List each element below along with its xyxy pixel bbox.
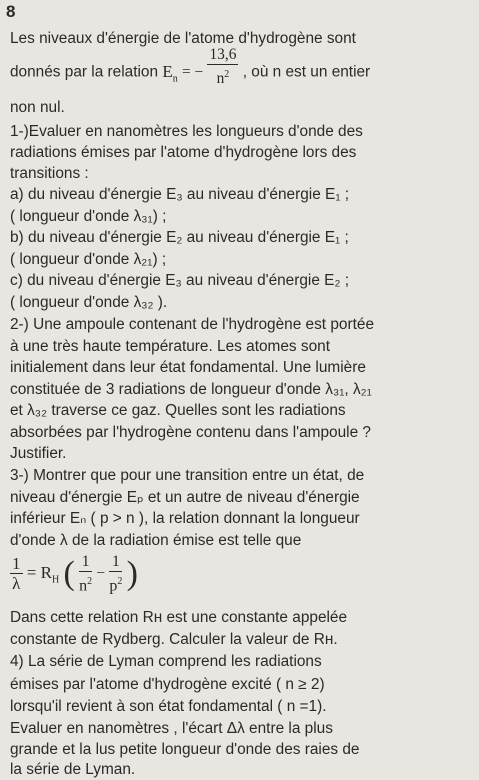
intro-line-2 bbox=[10, 46, 471, 88]
q4-line-2: émises par l'atome d'hydrogène excité ( n ≥ 2) bbox=[10, 676, 325, 693]
q1-c-line-2: ( longueur d'onde λ₃₂ ). bbox=[10, 294, 168, 311]
intro-text-before: donnés par la relation bbox=[10, 63, 159, 81]
q2-line-5: et λ₃₂ traverse ce gaz. Quelles sont les radiations bbox=[10, 402, 346, 419]
q4-line-1: 4) La série de Lyman comprend les radiations bbox=[10, 653, 322, 670]
q2-line-4: constituée de 3 radiations de longueur d'onde λ₃₁, λ₂₁ bbox=[10, 381, 372, 398]
q3-line-3: inférieur Eₙ ( p > n ), la relation donnant la longueur bbox=[10, 510, 360, 527]
intro-text-after: , où n est un entier bbox=[242, 63, 371, 81]
q3-line-4: d'onde λ de la radiation émise est telle que bbox=[10, 532, 302, 549]
energy-fraction bbox=[207, 45, 238, 88]
q1-c-line-1: c) du niveau d'énergie E₃ au niveau d'énergie E₂ ; bbox=[10, 272, 349, 289]
energy-denominator: $n^2$ bbox=[216, 69, 230, 88]
q1-a-line-2: ( longueur d'onde λ₃₁) ; bbox=[10, 208, 167, 225]
formula-minus: − bbox=[96, 564, 106, 582]
intro-line-3: non nul. bbox=[10, 99, 65, 116]
q1-line-3: transitions : bbox=[10, 165, 89, 182]
formula-one-over-n2: $\frac{1}{n^2}$ bbox=[79, 553, 93, 595]
q3-line-1: 3-) Montrer que pour une transition entre un état, de bbox=[10, 467, 365, 484]
exercise-number: 8 bbox=[6, 2, 16, 21]
intro-line-1: Les niveaux d'énergie de l'atome d'hydrogène sont bbox=[10, 30, 356, 47]
q2-line-6: absorbées par l'hydrogène contenu dans l'ampoule ? bbox=[10, 424, 371, 441]
rydberg-formula: $\frac{1}{\lambda}$ = $R_H$ ( $\frac{1}{n^2}$ − $\frac{1}{p^2}$ ) bbox=[12, 553, 138, 595]
equals-minus: = − bbox=[181, 63, 204, 81]
q2-line-2: à une très haute température. Les atomes sont bbox=[10, 338, 330, 355]
q2-line-1: 2-) Une ampoule contenant de l'hydrogène est portée bbox=[10, 316, 375, 333]
q4-line-5: grande et la lus petite longueur d'onde des raies de bbox=[10, 741, 360, 758]
q3-line-5: Dans cette relation Rн est une constante appelée bbox=[10, 609, 348, 626]
energy-numerator: 13,6 bbox=[209, 46, 237, 63]
q4-line-3: lorsqu'il revient à son état fondamental ( n =1). bbox=[10, 698, 327, 715]
q3-line-6: constante de Rydberg. Calculer la valeur de Rн. bbox=[10, 631, 338, 648]
formula-equals-r: = $R_H$ bbox=[26, 562, 60, 586]
q3-line-2: niveau d'énergie Eₚ et un autre de niveau d'énergie bbox=[10, 489, 360, 506]
formula-inverse-lambda: $\frac{1}{\lambda}$ bbox=[12, 554, 21, 594]
q1-b-line-1: b) du niveau d'énergie E₂ au niveau d'énergie E₁ ; bbox=[10, 229, 349, 246]
q1-a-line-1: a) du niveau d'énergie E₃ au niveau d'énergie E₁ ; bbox=[10, 186, 350, 203]
q1-line-1: 1-)Evaluer en nanomètres les longueurs d'onde des bbox=[10, 123, 363, 140]
formula-one-over-p2: $\frac{1}{p^2}$ bbox=[109, 553, 123, 595]
q1-line-2: radiations émises par l'atome d'hydrogène lors des bbox=[10, 144, 357, 161]
q1-b-line-2: ( longueur d'onde λ₂₁) ; bbox=[10, 251, 167, 268]
energy-symbol: $E_n$ bbox=[162, 61, 178, 85]
q4-line-6: la série de Lyman. bbox=[10, 761, 136, 778]
q4-line-4: Evaluer en nanomètres , l'écart Δλ entre la plus bbox=[10, 720, 333, 737]
q2-line-3: initialement dans leur état fondamental. Une lumière bbox=[10, 359, 366, 376]
q2-line-7: Justifier. bbox=[10, 445, 67, 462]
